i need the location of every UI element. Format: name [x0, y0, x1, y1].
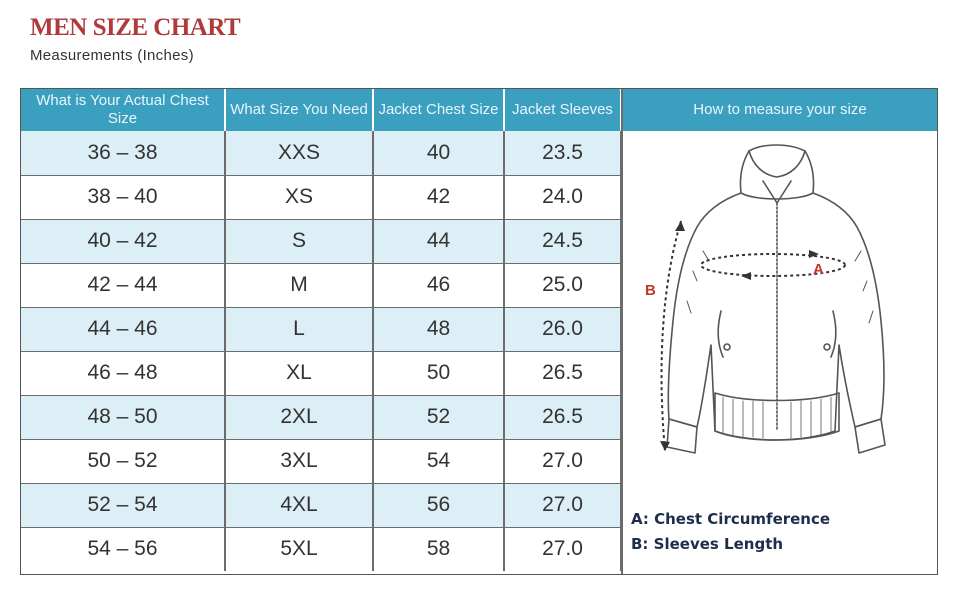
- cell-sleeves: 24.5: [504, 219, 621, 263]
- cell-actual-chest: 42 – 44: [21, 263, 225, 307]
- jacket-left-cuff: [667, 419, 697, 453]
- table-row: [21, 307, 621, 351]
- header-jacket-chest: Jacket Chest Size: [373, 89, 504, 131]
- cell-sleeves: 27.0: [504, 439, 621, 483]
- cell-actual-chest: 54 – 56: [21, 527, 225, 571]
- header-size-needed: What Size You Need: [225, 89, 373, 131]
- size-table: [21, 89, 622, 571]
- chart-subtitle: Measurements (Inches): [30, 47, 194, 64]
- legend-sleeves: B: Sleeves Length: [631, 535, 784, 553]
- cell-sleeves: 27.0: [504, 483, 621, 527]
- header-jacket-sleeves: Jacket Sleeves: [504, 89, 621, 131]
- cell-actual-chest: 46 – 48: [21, 351, 225, 395]
- header-actual-chest: What is Your Actual Chest Size: [21, 89, 225, 131]
- cell-sleeves: 26.5: [504, 351, 621, 395]
- table-row: [21, 395, 621, 439]
- cell-size: 5XL: [225, 527, 373, 571]
- cell-jacket-chest: 52: [373, 395, 504, 439]
- cell-jacket-chest: 56: [373, 483, 504, 527]
- marker-b-label: B: [645, 282, 656, 299]
- cell-size: XS: [225, 175, 373, 219]
- measure-panel: [621, 131, 937, 574]
- cell-actual-chest: 36 – 38: [21, 131, 225, 175]
- measure-header: How to measure your size: [621, 89, 937, 131]
- jacket-illustration: [623, 131, 937, 501]
- cell-actual-chest: 38 – 40: [21, 175, 225, 219]
- cell-jacket-chest: 42: [373, 175, 504, 219]
- cell-jacket-chest: 44: [373, 219, 504, 263]
- table-row: [21, 219, 621, 263]
- table-row: [21, 263, 621, 307]
- cell-sleeves: 26.0: [504, 307, 621, 351]
- cell-jacket-chest: 46: [373, 263, 504, 307]
- cell-size: XL: [225, 351, 373, 395]
- cell-actual-chest: 48 – 50: [21, 395, 225, 439]
- jacket-collar: [740, 145, 813, 199]
- table-row: [21, 175, 621, 219]
- cell-size: 4XL: [225, 483, 373, 527]
- cell-actual-chest: 52 – 54: [21, 483, 225, 527]
- table-row: [21, 439, 621, 483]
- jacket-right-cuff: [855, 419, 885, 453]
- cell-actual-chest: 50 – 52: [21, 439, 225, 483]
- jacket-body-outline: [668, 193, 884, 440]
- cell-jacket-chest: 54: [373, 439, 504, 483]
- chart-title: MEN SIZE CHART: [30, 14, 241, 41]
- cell-sleeves: 23.5: [504, 131, 621, 175]
- cell-size: L: [225, 307, 373, 351]
- cell-actual-chest: 44 – 46: [21, 307, 225, 351]
- legend-chest: A: Chest Circumference: [631, 510, 831, 528]
- table-row: [21, 351, 621, 395]
- jacket-right-pocket: [831, 311, 836, 357]
- table-row: [21, 483, 621, 527]
- cell-jacket-chest: 58: [373, 527, 504, 571]
- cell-size: S: [225, 219, 373, 263]
- cell-sleeves: 25.0: [504, 263, 621, 307]
- cell-actual-chest: 40 – 42: [21, 219, 225, 263]
- size-chart: [20, 88, 938, 575]
- cell-sleeves: 24.0: [504, 175, 621, 219]
- cell-sleeves: 26.5: [504, 395, 621, 439]
- cell-size: 3XL: [225, 439, 373, 483]
- marker-a-label: A: [813, 261, 824, 278]
- measure-legend: [631, 507, 830, 557]
- jacket-left-pocket: [718, 311, 723, 357]
- cell-jacket-chest: 40: [373, 131, 504, 175]
- cell-size: 2XL: [225, 395, 373, 439]
- table-row: [21, 527, 621, 571]
- cell-size: M: [225, 263, 373, 307]
- cell-jacket-chest: 50: [373, 351, 504, 395]
- table-header-row: [21, 89, 621, 131]
- cell-size: XXS: [225, 131, 373, 175]
- cell-sleeves: 27.0: [504, 527, 621, 571]
- cell-jacket-chest: 48: [373, 307, 504, 351]
- table-row: [21, 131, 621, 175]
